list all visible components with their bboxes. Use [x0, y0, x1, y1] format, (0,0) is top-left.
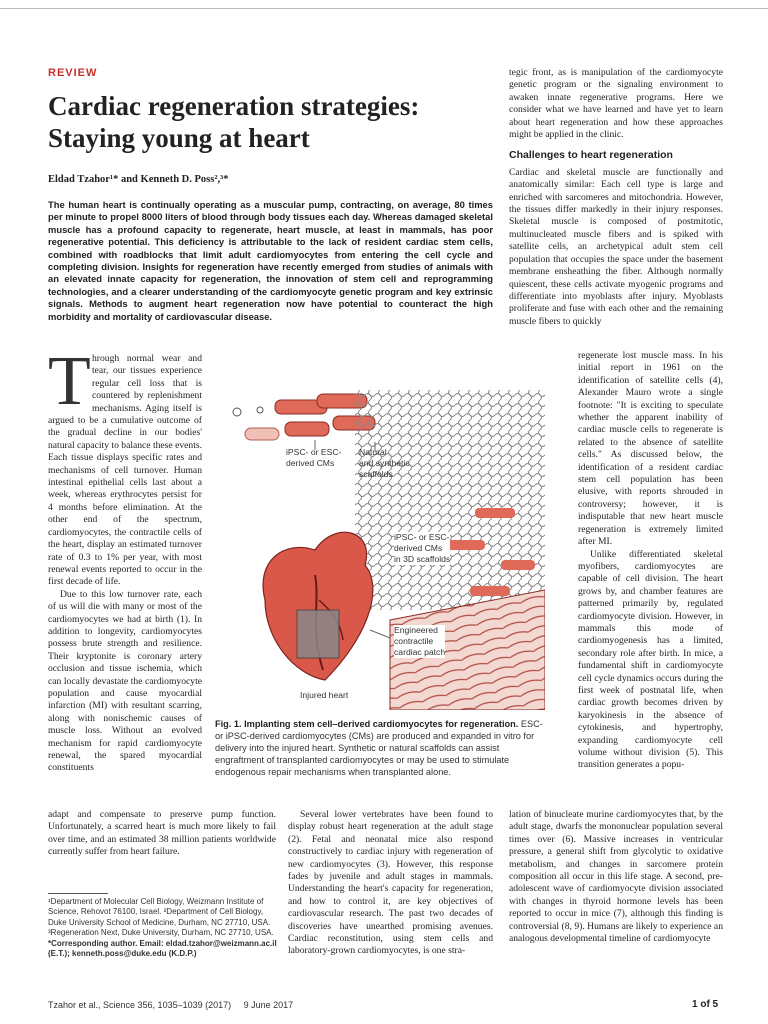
- cell-droplet: [257, 407, 263, 413]
- cardiomyocyte-cell: [470, 586, 510, 596]
- paragraph-heart-failure: adapt and compensate to preserve pump function. Unfortunately, a scarred heart is much more likely to fail over time, and an estimated 38 million patients worldwide currently suffer from heart failure.: [48, 809, 276, 858]
- label-ipsc-cms: iPSC- or ESC- derived CMs: [286, 447, 342, 468]
- paragraph-low-turnover: Due to this low turnover rate, each of us will die with many or most of the cardiomyocytes we had at birth (1). In addition to longevity, cardiomyocytes possess brute strength and resilience. Their kryptonite is coronary artery occlusion and tissue ischemia, which can locally devastate the cardiomyocyte population and cause myocardial infarction (MI) with resultant scarring, along with nonischemic causes of muscle loss. Without an evolved mechanism for rapid cardiomyocyte renewal, the spared myocardial constituents: [48, 588, 202, 774]
- section-heading-challenges: Challenges to heart regeneration: [509, 149, 673, 162]
- paragraph-strategic-front: tegic front, as is manipulation of the cardiomyocyte genetic program or the signaling environment to awaken innate regenerative programs. Here we consider what we have learned and have yet to learn about heart regeneration and how these approaches might be applied in the clinic.: [509, 67, 723, 141]
- figure-1: [215, 390, 545, 710]
- label-3d-scaffolds: iPSC- or ESC- derived CMs in 3D scaffolds: [394, 532, 451, 564]
- caption-text: ESC- or iPSC-derived cardiomyocytes (CMs) are produced and expanded in vitro for delivery into the injured heart. Synthetic or natural scaffolds can assist engraftment of transplanted cardiomyocytes or may be used to stimulate endogenous repair mechanisms when transplanted alone.: [215, 719, 543, 777]
- title-line-2: Staying young at heart: [48, 123, 310, 153]
- label-injured-heart: Injured heart: [300, 690, 349, 700]
- cardiomyocyte-cell: [245, 428, 279, 440]
- authors: Eldad Tzahor¹* and Kenneth D. Poss²,³*: [48, 174, 229, 185]
- caption-title: Fig. 1. Implanting stem cell–derived cardiomyocytes for regeneration.: [215, 719, 519, 729]
- abstract: The human heart is continually operating as a muscular pump, contracting, on average, 80 times per minute to propel 8000 liters of blood through body tissues each day. Whereas damaged skeletal muscle has a profound capacity to regenerate, heart muscle, at least in mammals, has poor regenerative potential. This deficiency is attributable to the lack of resident cardiac stem cells, combined with roadblocks that limit adult cardiomyocytes from entering the cell cycle and completing division. Insights for regeneration have recently emerged from studies of animals with an elevated innate capacity for regeneration, the innovation of stem cell and reprogramming technologies, and a clearer understanding of the cardiomyocyte genetic program and key extrinsic signals. Methods to augment heart regeneration now have potential to counteract the high morbidity and mortality of cardiovascular disease.: [48, 199, 493, 322]
- left-col-intro: [48, 343, 202, 775]
- download-notice: [748, 322, 762, 682]
- stem-cell-derived-cms-group: [233, 394, 375, 440]
- title-line-1: Cardiac regeneration strategies:: [48, 91, 420, 121]
- page-number: 1 of 5: [692, 999, 719, 1010]
- label-scaffolds: Natural and synthetic scaffolds: [359, 447, 410, 479]
- cardiomyocyte-cell: [285, 422, 329, 436]
- paragraph-lower-vertebrates: Several lower vertebrates have been found to display robust heart regeneration at the adult stage (2). Fetal and neonatal mice also respond constructively to cardiac injury with regeneration of new cardiomyocytes (3). However, this response fades by juvenile and adult stages in mammals. Understanding the heart's capacity for regeneration, and how to control it, are key objectives of cardiovascular research. The past two decades of discoveries have unearthed promising avenues. Cardiac reconstitution, using stem cells and laboratory-grown cardiomyocytes, is one stra-: [288, 809, 493, 957]
- cardiomyocyte-cell: [475, 508, 515, 518]
- footnotes: [48, 897, 278, 959]
- paragraph-mauro: regenerate lost muscle mass. In his initial report in 1961 on the identification of satellite cells (4), Alexander Mauro wrote a single footnote: "It is exciting to speculate whether the apparent inability of cardiac muscle cells to regenerate is related to the absence of satellite cells." As discussed below, the identification of a resident cardiac stem cell population has been elusive, with reports shrouded in controversy; however, it is indisputable that new heart muscle regeneration is extremely limited after MI.: [578, 350, 723, 548]
- right-col-narrow: [578, 350, 723, 772]
- injured-region: [297, 610, 339, 658]
- corresponding-author: *Corresponding author. Email: eldad.tzahor@weizmann.ac.il (E.T.); kenneth.poss@duke.edu (K.D.P.): [48, 938, 277, 959]
- cell-droplet: [233, 408, 241, 416]
- footnote-rule: [48, 893, 108, 894]
- right-col-top: [509, 67, 723, 328]
- cardiomyocyte-cell: [501, 560, 535, 570]
- top-rule: [0, 8, 768, 9]
- affiliations: ¹Department of Molecular Cell Biology, Weizmann Institute of Science, Rehovot 76100, Israel. ²Department of Cell Biology, Duke University School of Medicine, Durham, NC 27710, USA. ³Regeneration Next, Duke University, Durham, NC 27710, USA.: [48, 897, 274, 938]
- middle-col: [288, 809, 493, 958]
- footer-citation: Tzahor et al., Science 356, 1035–1039 (2017) 9 June 2017: [48, 1000, 294, 1010]
- drop-cap: T: [48, 343, 91, 420]
- leader-line: [370, 630, 390, 638]
- figure-caption: [215, 718, 545, 778]
- paragraph-binucleate: lation of binucleate murine cardiomyocytes that, by the adult stage, dwarfs the mononuclear population several times over (6). Massive increases in ventricular pressure, a general shift from glycolytic to oxidative metabolism, and changes in sarcomere protein composition all occur in this life stage. A second, pre-adolescent wave of cardiomyocyte division associated with changes in thyroid hormone levels has been reported to occur in mice (7), although this finding is controversial (8, 9). Humans are likely to experience an analogous developmental timeline of cardiomyocyte: [509, 809, 723, 945]
- paragraph-challenges: Cardiac and skeletal muscle are functionally and anatomically similar: Each cell type is large and enriched with sarcomeres and mitochondria. However, the tissues differ markedly in their injury responses. Skeletal muscle is composed of postmitotic, multinucleated muscle fibers and is spiked with satellite cells, an archetypical adult stem cell population that occupies the space under the basement membrane ensheathing the fiber. Although normally quiescent, these cells activate myogenic programs and differentiate into myoblasts after injury. Myoblasts proliferate and fuse with each other and the remaining muscle fibers to quickly: [509, 166, 723, 327]
- left-col-continuation: [48, 809, 276, 859]
- section-label: REVIEW: [48, 67, 98, 79]
- article-title: [48, 90, 488, 154]
- cardiomyocyte-cell: [447, 540, 485, 550]
- intro-paragraph: hrough normal wear and tear, our tissues experience regular cell loss that is countered by replenishment mechanisms. Aging itself is argued to be a cumulative outcome of the gradual decline in our bodies' natural capacity to balance these events. Each tissue displays specific rates and mechanisms of cell turnover. Human intestinal epithelial cells last about a week, whereas erythrocytes persist for 4 months before elimination. At the other end of the spectrum, cardiomyocytes, the contractile cells of the heart, display an estimated turnover rate of 0.3 to 1% per year, with most renewal events reported to occur in the first decade of life.: [48, 353, 202, 588]
- right-col-bottom: [509, 809, 723, 945]
- paragraph-cell-division: Unlike differentiated skeletal myofibers, cardiomyocytes are capable of cell division. The heart grows by, and chamber features are patterned primarily by, regulated cardiomyocyte division. However, in mammals this mode of cardiomyogenesis has a limited, secondary role after birth. In mice, a fundamental shift in cardiomyocyte cell cycle dynamics occurs during the first week of postnatal life, when cardiac growth becomes driven by karyokinesis in the absence of cytokinesis, and hypertrophy, expanding cardiomyocyte cell volume without division (5). This transition generates a popu-: [578, 548, 723, 771]
- scaffold-mesh: [355, 390, 545, 610]
- label-cardiac-patch: Engineered contractile cardiac patch: [394, 625, 446, 657]
